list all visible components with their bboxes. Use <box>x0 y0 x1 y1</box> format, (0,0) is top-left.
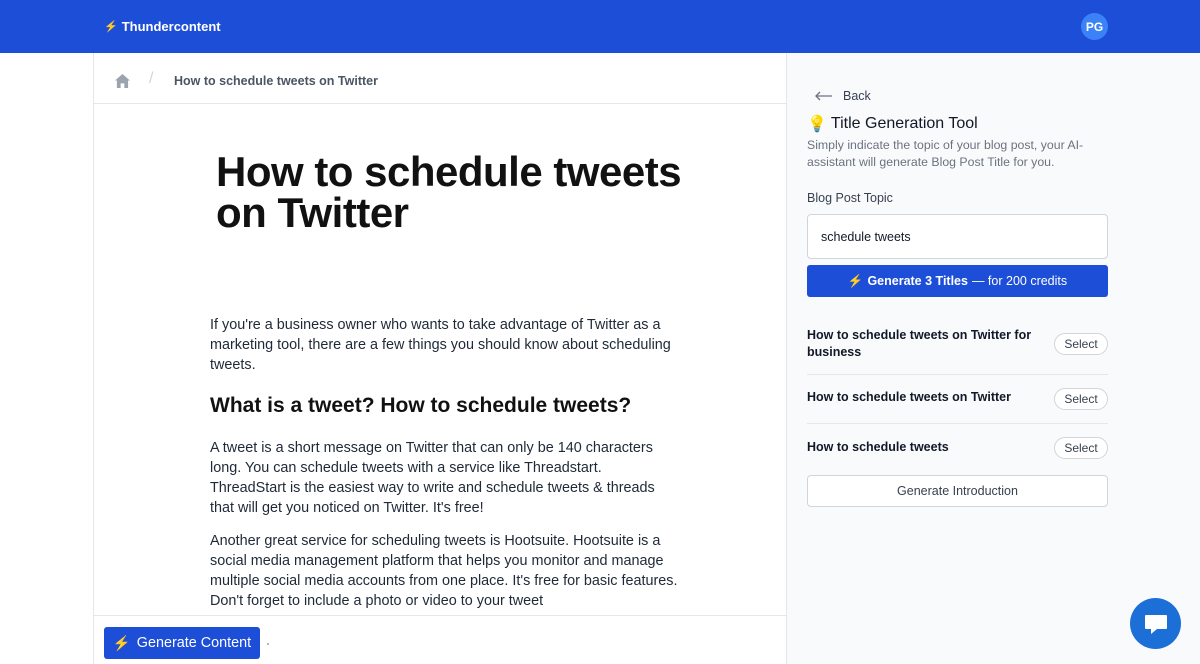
generated-title-text: How to schedule tweets <box>807 440 949 454</box>
generate-content-label: Generate Content <box>136 635 252 651</box>
tool-title <box>807 114 978 134</box>
user-avatar[interactable]: PG <box>1081 13 1108 40</box>
tool-description: Simply indicate the topic of your blog post, your AI-assistant will generate Blog Post Title for you. <box>807 138 1084 169</box>
select-title-button[interactable]: Select <box>1054 333 1108 355</box>
breadcrumb-current[interactable]: How to schedule tweets on Twitter <box>174 74 378 88</box>
tool-title-text: Title Generation Tool <box>830 115 978 132</box>
select-title-button[interactable]: Select <box>1054 388 1108 410</box>
chat-bubble-icon <box>1143 612 1169 636</box>
arrow-left-icon <box>815 91 833 101</box>
top-navigation-bar <box>0 0 1200 53</box>
list-item <box>807 424 1108 470</box>
generated-title-text: How to schedule tweets on Twitter for business <box>807 328 1032 359</box>
lightning-bolt-icon: ⚡ <box>847 273 864 288</box>
generate-introduction-button[interactable]: Generate Introduction <box>807 475 1108 507</box>
status-dot <box>267 643 269 645</box>
home-icon[interactable] <box>115 74 130 88</box>
main-content-panel <box>93 53 787 664</box>
lightning-bolt-icon: ⚡ <box>112 635 131 652</box>
chat-launcher-button[interactable] <box>1130 598 1181 649</box>
generated-titles-list <box>807 321 1108 470</box>
article-editor[interactable] <box>94 104 787 615</box>
title-generation-sidebar <box>787 53 1200 664</box>
article-paragraph[interactable]: If you're a business owner who wants to take advantage of Twitter as a marketing tool, there are a few things you should know about scheduling tweets. <box>210 317 671 373</box>
generate-titles-label: Generate 3 Titles <box>867 274 968 288</box>
breadcrumb-separator: / <box>149 70 154 87</box>
topic-label: Blog Post Topic <box>807 191 893 205</box>
article-paragraph[interactable]: A tweet is a short message on Twitter that can only be 140 characters long. You can schedule tweets with a service like Threadstart. ThreadStart is the easiest way to write and schedule tweets & threads that will get you noticed on Twitter. It's free! <box>210 440 655 516</box>
article-title[interactable]: How to schedule tweets on Twitter <box>216 148 682 236</box>
bottom-action-bar <box>94 615 787 664</box>
article-paragraph[interactable]: Another great service for scheduling tweets is Hootsuite. Hootsuite is a social media management platform that helps you monitor and manage multiple social media accounts from one place. It's free for basic features. Don't forget to include a photo or video to your tweet <box>210 533 678 609</box>
article-subheading[interactable]: What is a tweet? How to schedule tweets? <box>210 394 632 417</box>
list-item <box>807 375 1108 424</box>
breadcrumb <box>94 53 787 104</box>
lightning-bolt-icon: ⚡ <box>104 21 118 33</box>
generated-title-text: How to schedule tweets on Twitter <box>807 390 1011 404</box>
select-title-button[interactable]: Select <box>1054 437 1108 459</box>
brand-name: Thundercontent <box>121 19 221 34</box>
generate-titles-button[interactable] <box>807 265 1108 297</box>
lightbulb-icon: 💡 <box>807 116 827 133</box>
back-label: Back <box>843 89 871 103</box>
back-button[interactable] <box>815 89 871 103</box>
brand-logo[interactable] <box>104 19 221 34</box>
list-item <box>807 321 1108 375</box>
left-gutter <box>0 53 93 664</box>
blog-post-topic-input[interactable] <box>807 214 1108 259</box>
generate-content-button[interactable] <box>104 627 260 659</box>
generate-titles-cost: — for 200 credits <box>971 274 1068 288</box>
